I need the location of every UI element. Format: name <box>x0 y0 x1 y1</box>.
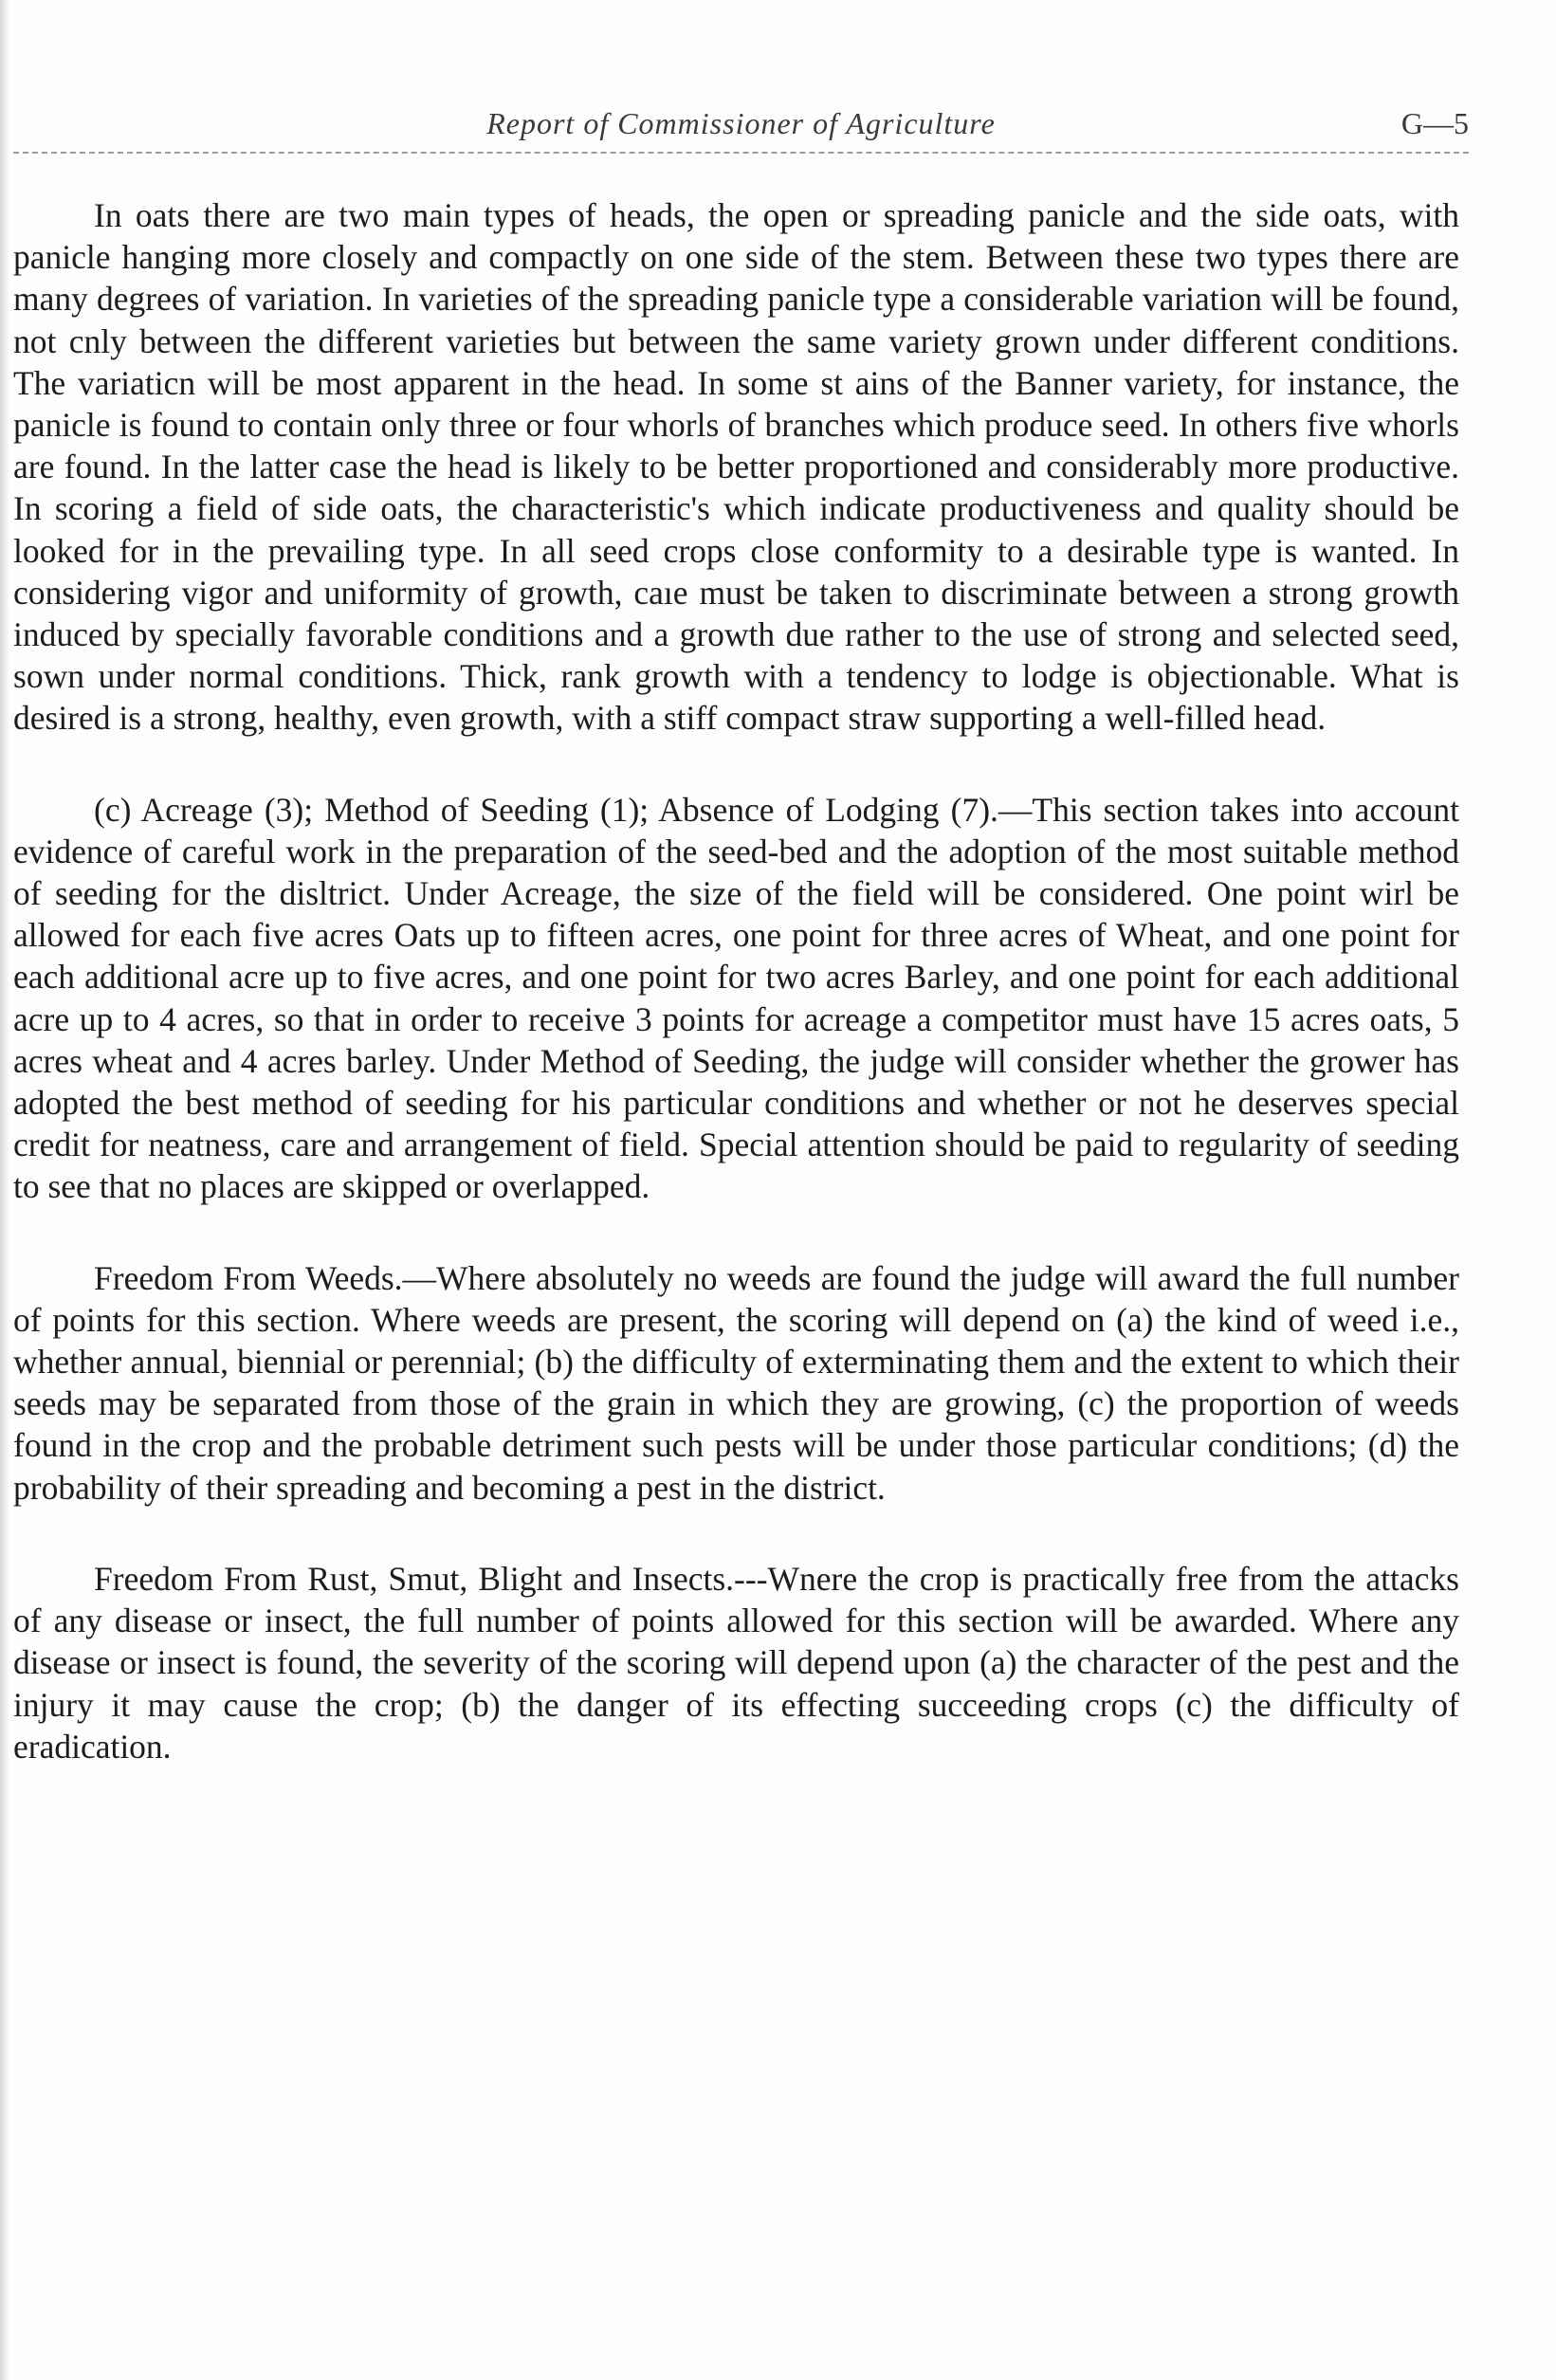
body-text <box>13 194 1459 1817</box>
paragraph-freedom-from-rust: Freedom From Rust, Smut, Blight and Insects.---Wnere the crop is practically free from the attacks of any disease or insect, the full number of points allowed for this section will be awarded. Where any disease or insect is found, the severity of the scoring will depend upon (a) the character of the pest and the injury it may cause the crop; (b) the danger of its effecting succeeding crops (c) the difficulty of eradication. <box>13 1559 1459 1766</box>
page-number: G—5 <box>1400 106 1469 140</box>
running-title: Report of Commissioner of Agriculture <box>486 106 996 140</box>
paragraph-acreage-seeding-lodging: (c) Acreage (3); Method of Seeding (1); Absence of Lodging (7).—This section takes into account evidence of careful work in the preparation of the seed-bed and the adoption of the most suitable method of seeding for the disltrict. Under Acreage, the size of the field will be considered. One point wirl be allowed for each five acres Oats up to fifteen acres, one point for three acres of Wheat, and one point for each additional acre up to five acres, and one point for two acres Barley, and one point for each additional acre up to 4 acres, so that in order to receive 3 points for acreage a competitor must have 15 acres oats, 5 acres wheat and 4 acres barley. Under Method of Seeding, the judge will consider whether the grower has adopted the best method of seeding for his particular conditions and whether or not he deserves special credit for neatness, care and arrangement of field. Special attention should be paid to regularity of seeding to see that no places are skipped or overlapped. <box>13 790 1459 1206</box>
scan-edge-shadow <box>0 0 9 2380</box>
header-rule <box>13 152 1469 154</box>
running-header <box>13 106 1469 154</box>
paragraph-freedom-from-weeds: Freedom From Weeds.—Where absolutely no weeds are found the judge will award the full number of points for this section. Where weeds are present, the scoring will depend on (a) the kind of weed i.e., whether annual, biennial or perennial; (b) the difficulty of exterminating them and the extent to which their seeds may be separated from those of the grain in which they are growing, (c) the proportion of weeds found in the crop and the probable detriment such pests will be under those particular conditions; (d) the probability of their spreading and becoming a pest in the district. <box>13 1258 1459 1507</box>
paragraph-oat-head-types: In oats there are two main types of heads, the open or spreading panicle and the side oats, with panicle hanging more closely and compactly on one side of the stem. Between these two types there are many degrees of variation. In varieties of the spreading panicle type a considerable variation will be found, not cnly between the different varieties but between the same variety grown under different conditions. The variaticn will be most apparent in the head. In some st ains of the Banner variety, for instance, the panicle is found to contain only three or four whorls of branches which produce seed. In others five whorls are found. In the latter case the head is likely to be better proportioned and considerably more productive. In scoring a field of side oats, the characteristic's which indicate productiveness and quality should be looked for in the prevailing type. In all seed crops close conformity to a desirable type is wanted. In considering vigor and uniformity of growth, caıe must be taken to discriminate between a strong growth induced by specially favorable conditions and a growth due rather to the use of strong and selected seed, sown under normal conditions. Thick, rank growth with a tendency to lodge is objectionable. What is desired is a strong, healthy, even growth, with a stiff compact straw supporting a well-filled head. <box>13 196 1459 738</box>
